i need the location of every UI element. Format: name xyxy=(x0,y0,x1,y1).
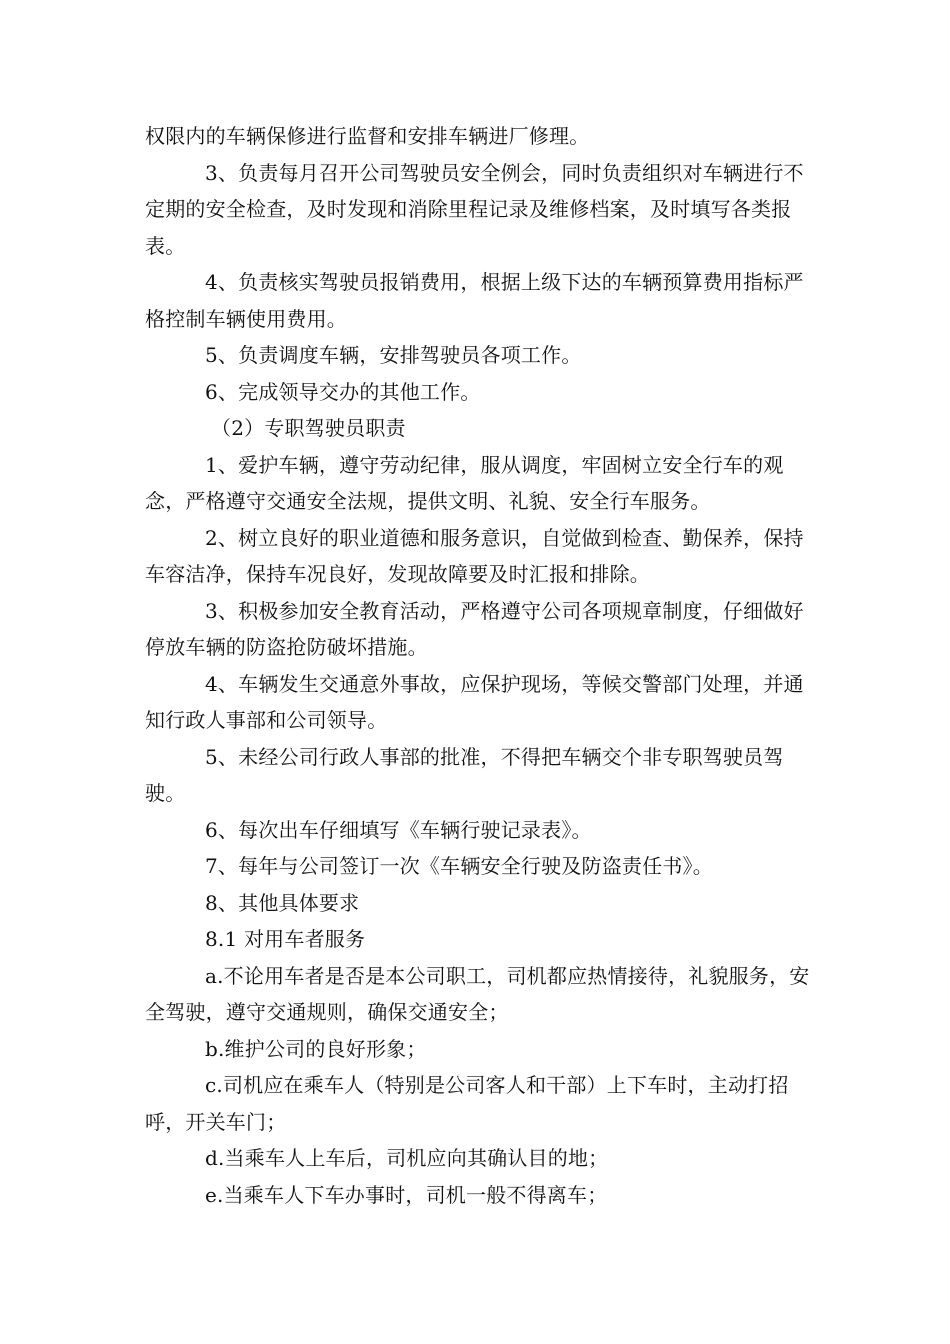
paragraph-driver-duty-4: 4、车辆发生交通意外事故，应保护现场，等候交警部门处理，并通知行政人事部和公司领导。 xyxy=(145,671,804,732)
subsection-heading-8-1: 8.1 对用车者服务 xyxy=(205,927,366,951)
paragraph-duty-5: 5、负责调度车辆，安排驾驶员各项工作。 xyxy=(205,343,582,367)
paragraph-driver-duty-2: 2、树立良好的职业道德和服务意识，自觉做到检查、勤保养，保持车容洁净，保持车况良好，发现故障要及时汇报和排除。 xyxy=(145,525,804,586)
paragraph-driver-duty-1: 1、爱护车辆，遵守劳动纪律，服从调度，牢固树立安全行车的观念，严格遵守交通安全法规，提供文明、礼貌、安全行车服务。 xyxy=(145,452,784,513)
paragraph-driver-duty-5: 5、未经公司行政人事部的批准，不得把车辆交个非专职驾驶员驾驶。 xyxy=(145,744,784,805)
paragraph-driver-duty-7: 7、每年与公司签订一次《车辆安全行驶及防盗责任书》。 xyxy=(205,854,713,878)
list-item-c: c.司机应在乘车人（特别是公司客人和干部）上下车时，主动打招呼，开关车门； xyxy=(145,1073,789,1134)
paragraph-driver-duty-3: 3、积极参加安全教育活动，严格遵守公司各项规章制度，仔细做好停放车辆的防盗抢防破坏措施。 xyxy=(145,598,804,659)
list-item-d: d.当乘车人上车后，司机应向其确认目的地； xyxy=(205,1146,609,1170)
paragraph-continuation: 权限内的车辆保修进行监督和安排车辆进厂修理。 xyxy=(145,124,590,148)
paragraph-duty-6: 6、完成领导交办的其他工作。 xyxy=(205,379,481,404)
paragraph-driver-duty-6: 6、每次出车仔细填写《车辆行驶记录表》。 xyxy=(205,817,592,842)
paragraph-duty-4: 4、负责核实驾驶员报销费用，根据上级下达的车辆预算费用指标严格控制车辆使用费用。 xyxy=(145,270,804,331)
paragraph-duty-3: 3、负责每月召开公司驾驶员安全例会，同时负责组织对车辆进行不定期的安全检查，及时发现和消除里程记录及维修档案，及时填写各类报表。 xyxy=(145,160,804,258)
document-body xyxy=(145,118,810,1213)
section-heading-driver-duties: （2）专职驾驶员职责 xyxy=(211,416,406,440)
list-item-e: e.当乘车人下车办事时，司机一般不得离车； xyxy=(205,1182,608,1207)
list-item-a: a.不论用车者是否是本公司职工，司机都应热情接待，礼貌服务，安全驾驶，遵守交通规则，确保交通安全； xyxy=(145,963,810,1024)
list-item-b: b.维护公司的良好形象； xyxy=(205,1036,427,1061)
paragraph-driver-duty-8: 8、其他具体要求 xyxy=(205,890,360,915)
